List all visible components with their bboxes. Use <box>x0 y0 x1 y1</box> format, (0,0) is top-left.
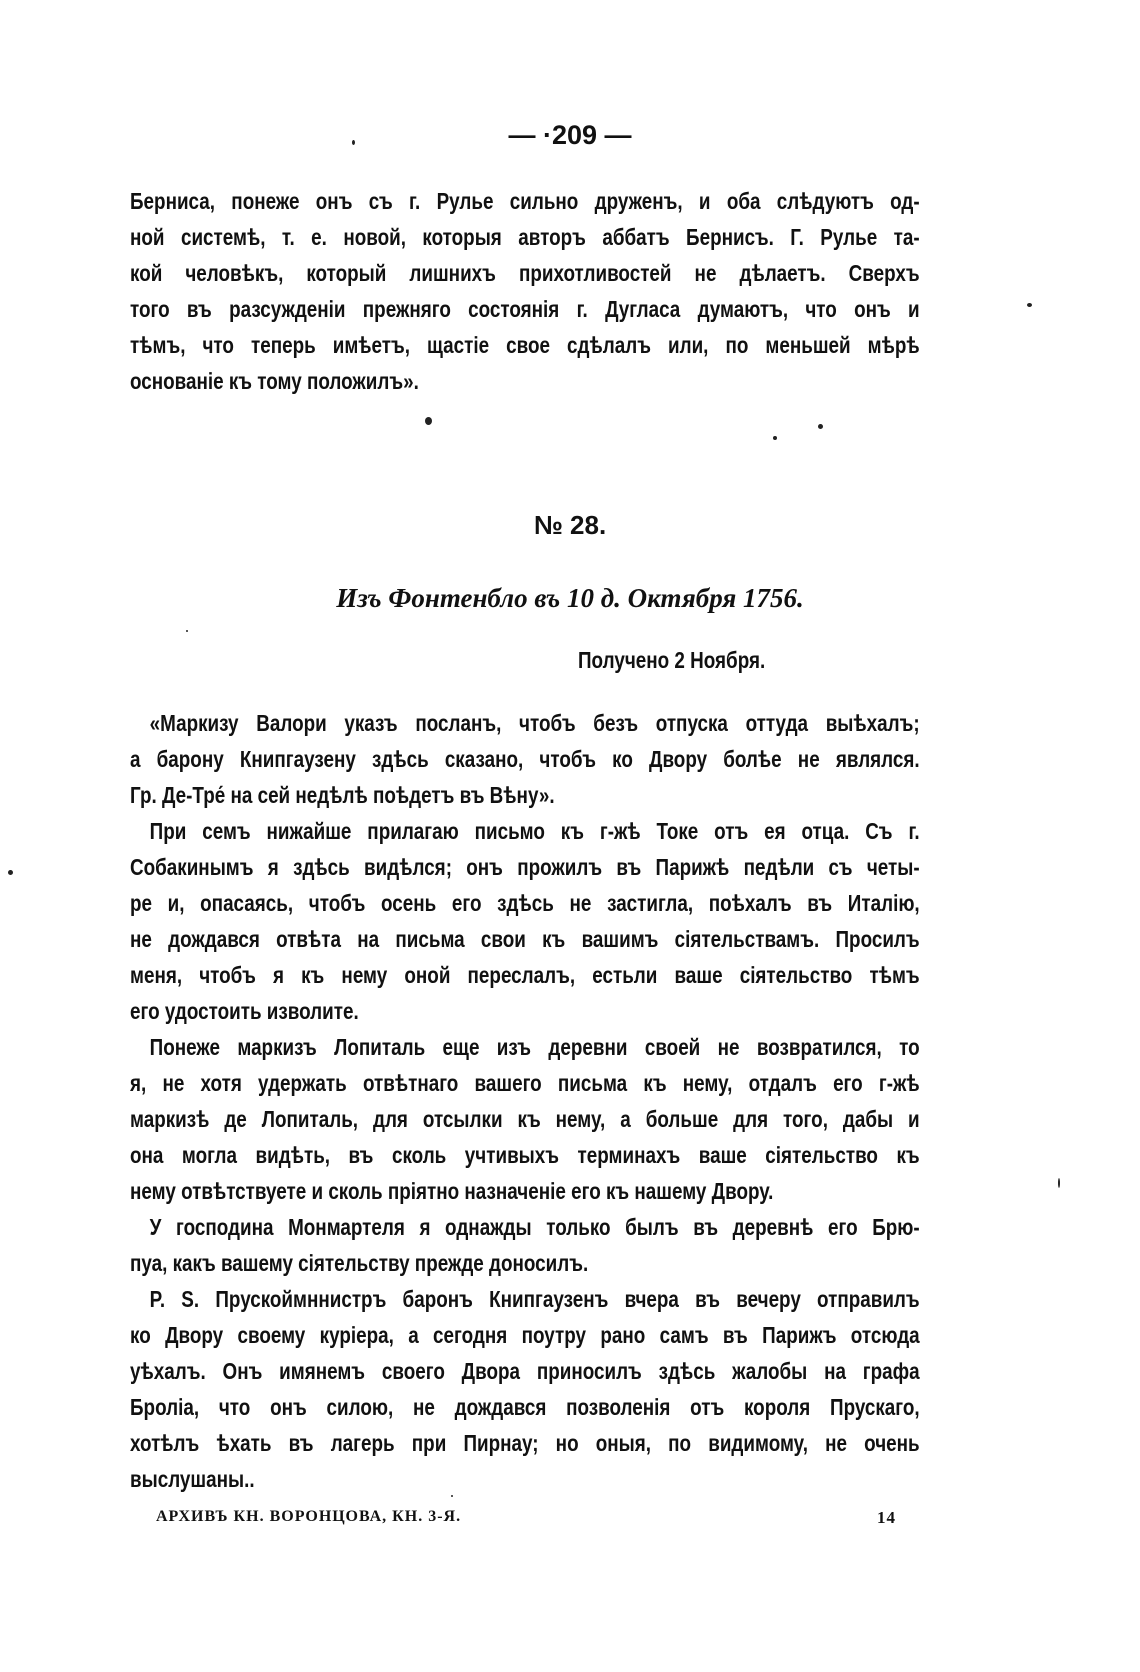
text-line: пуа, какъ вашему сіятельству прежде доносилъ. <box>130 1250 589 1276</box>
text-line: Броліа, что онъ силою, не дождався позволенія отъ короля Прускаго, <box>130 1394 920 1420</box>
scan-speck <box>451 1495 453 1497</box>
document-number: № 28. <box>533 510 607 540</box>
text-line: ной системѣ, т. е. новой, которыя авторъ аббатъ Бернисъ. Г. Рулье та- <box>130 224 920 250</box>
scan-speck <box>425 417 432 425</box>
scan-speck <box>352 140 355 145</box>
paragraph-3 <box>130 1029 920 1209</box>
text-line: Берниса, понеже онъ съ г. Рулье сильно друженъ, и оба слѣдуютъ од- <box>130 188 920 214</box>
text-line: меня, чтобъ я къ нему оной переслалъ, естьли ваше сіятельство тѣмъ <box>130 962 920 988</box>
text-line: кой человѣкъ, который лишнихъ прихотливостей не дѣлаетъ. Сверхъ <box>130 260 920 286</box>
text-line: При семъ нижайше прилагаю письмо къ г-жѣ Токе отъ ея отца. Съ г. <box>149 818 920 844</box>
scan-speck <box>773 436 777 440</box>
paragraph-1 <box>130 705 920 813</box>
text-line: не дождався отвѣта на письма свои къ вашимъ сіятельствамъ. Просилъ <box>130 926 920 952</box>
text-line: уѣхалъ. Онъ имянемъ своего Двора приносилъ здѣсь жалобы на графа <box>130 1358 920 1384</box>
text-line: Понеже маркизъ Лопиталь еще изъ деревни своей не возвратился, то <box>149 1034 920 1060</box>
text-line: того въ разсужденіи прежняго состоянія г. Дугласа думаютъ, что онъ и <box>130 296 920 322</box>
scan-speck <box>8 870 13 875</box>
scan-speck <box>818 424 823 429</box>
received-date: Получено 2 Ноября. <box>578 647 766 673</box>
page-number-header: — ·209 — <box>508 120 632 150</box>
text-line: P. S. Прускоймннистръ баронъ Книпгаузенъ вчера въ вечеру отправилъ <box>149 1286 920 1312</box>
paragraph-postscript <box>130 1281 920 1497</box>
text-line: Гр. Де-Тре́ на сей недѣлѣ поѣдетъ въ Вѣну». <box>130 782 555 808</box>
text-line: ко Двору своему куріера, а сегодня поутру рано самъ въ Парижъ отсюда <box>130 1322 920 1348</box>
text-line: я, не хотя удержать отвѣтнаго вашего письма къ нему, отдалъ его г-жѣ <box>130 1070 920 1096</box>
scan-speck <box>1027 303 1032 307</box>
signature-mark: 14 <box>877 1508 896 1527</box>
letter-body <box>130 705 920 1497</box>
text-line: а барону Книпгаузену здѣсь сказано, чтобъ ко Двору болѣе не являлся. <box>130 746 920 772</box>
text-line: маркизѣ де Лопиталь, для отсылки къ нему, а больше для того, дабы и <box>130 1106 920 1132</box>
document-dateline: Изъ Фонтенбло въ 10 д. Октября 1756. <box>336 583 804 613</box>
text-line: «Маркизу Валори указъ посланъ, чтобъ безъ отпуска оттуда выѣхалъ; <box>149 710 920 736</box>
text-line: основаніе къ тому положилъ». <box>130 368 419 394</box>
text-line: тѣмъ, что теперь имѣетъ, щастіе свое сдѣлалъ или, по меньшей мѣрѣ <box>130 332 920 358</box>
text-line: нему отвѣтствуете и сколь пріятно назначеніе его къ нашему Двору. <box>130 1178 774 1204</box>
text-line: Собакинымъ я здѣсь видѣлся; онъ прожилъ въ Парижѣ педѣли съ четы- <box>130 854 920 880</box>
page-footer <box>156 1508 896 1526</box>
text-line: она могла видѣть, въ сколь учтивыхъ терминахъ ваше сіятельство къ <box>130 1142 920 1168</box>
text-line: хотѣлъ ѣхать въ лагерь при Пирнау; но оныя, по видимому, не очень <box>130 1430 920 1456</box>
running-title: АРХИВЪ КН. ВОРОНЦОВА, КН. 3-Я. <box>156 1508 462 1525</box>
scan-speck <box>186 630 188 632</box>
text-line: его удостоить изволите. <box>130 998 359 1024</box>
continuation-paragraph <box>130 183 920 399</box>
scan-speck <box>1058 1178 1060 1188</box>
text-line: У господина Монмартеля я однажды только былъ въ деревнѣ его Брю- <box>149 1214 920 1240</box>
text-line: выслушаны.. <box>130 1466 255 1492</box>
paragraph-2 <box>130 813 920 1029</box>
paragraph-4 <box>130 1209 920 1281</box>
text-line: ре и, опасаясь, чтобъ осень его здѣсь не застигла, поѣхалъ въ Италію, <box>130 890 920 916</box>
